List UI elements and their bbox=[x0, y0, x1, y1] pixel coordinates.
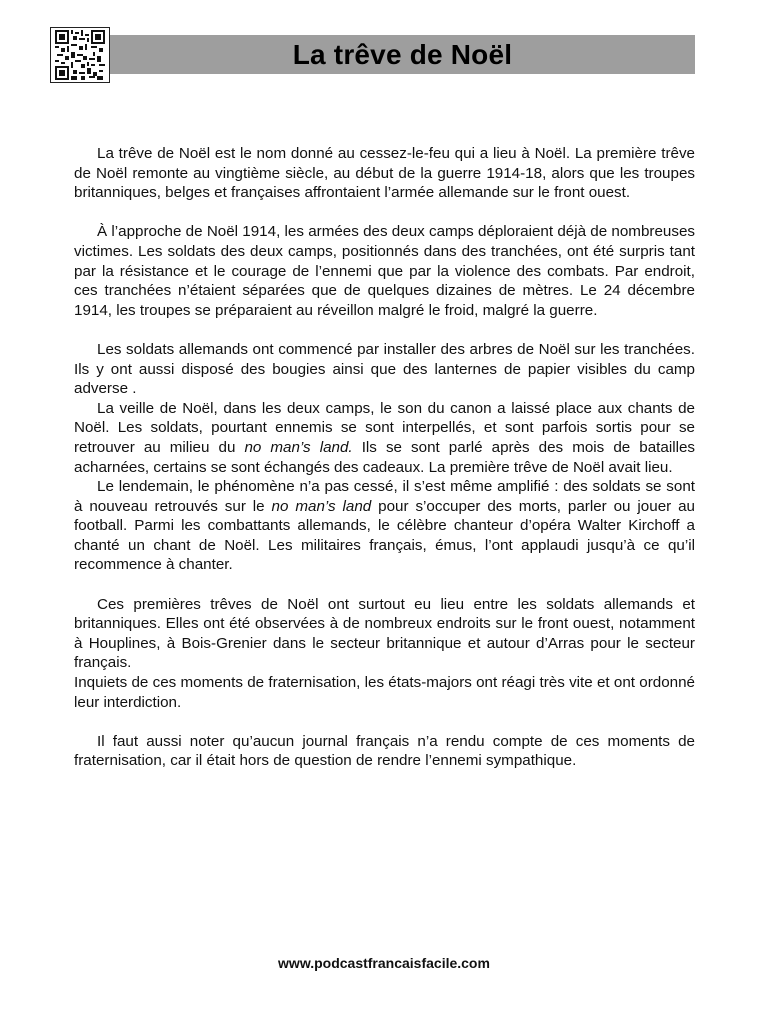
paragraph-6: Ces premières trêves de Noël ont surtout eu lieu entre les soldats allemands et britanniques. Elles ont été observées à de nombreux endroits sur le front ouest, notamment à Houplines, à Bois-Grenier dans le secteur britannique et autour d’Arras pour le secteur français. bbox=[74, 595, 695, 672]
paragraph-5-text-a: Le lendemain, le phénomène n’a pas cessé, il s’est même amplifié : des soldats se sont à nouveau retrouvés sur le bbox=[74, 478, 695, 515]
footer-url[interactable]: www.podcastfrancaisfacile.com bbox=[278, 955, 490, 971]
paragraph-4-emphasis: no man’s land. bbox=[244, 438, 353, 456]
paragraph-7: Inquiets de ces moments de fraternisation, les états-majors ont réagi très vite et ont ordonné leur interdiction. bbox=[74, 674, 695, 711]
paragraph-1: La trêve de Noël est le nom donné au cessez-le-feu qui a lieu à Noël. La première trêve de Noël remonte au vingtième siècle, au début de la guerre 1914-18, alors que les troupes britanniques, belges et françaises affrontaient l’armée allemande sur le front ouest. bbox=[74, 145, 695, 202]
paragraph-3: Les soldats allemands ont commencé par installer des arbres de Noël sur les tranchées. Ils y ont aussi disposé des bougies ainsi que des lanternes de papier visibles du camp adverse . bbox=[74, 340, 695, 398]
paragraph-4-text-a: La veille de Noël, dans les deux camps, le son du canon a laissé place aux chants de Noël. Les soldats, pourtant ennemis se sont interpellés, et sont parfois sortis pour se retrouver au milieu du bbox=[74, 399, 695, 456]
paragraph-5 bbox=[74, 477, 695, 575]
qr-code-icon bbox=[55, 30, 105, 80]
paragraph-8: Il faut aussi noter qu’aucun journal français n’a rendu compte de ces moments de fraternisation, car il était hors de question de rendre l’ennemi sympathique. bbox=[74, 732, 695, 770]
paragraph-4-text-b: Ils se sont parlé après des mois de batailles acharnées, certains se sont échangés des cadeaux. La première trêve de Noël avait lieu. bbox=[74, 438, 696, 476]
page-title: La trêve de Noël bbox=[292, 39, 513, 70]
paragraph-5-emphasis: no man’s land bbox=[271, 497, 372, 515]
paragraph-2: À l’approche de Noël 1914, les armées des deux camps déploraient déjà de nombreuses victimes. Les soldats des deux camps, positionnés dans des tranchées, ont été surpris tant par la résistance et le courage de l’ennemi que par la violence des combats. Par endroit, ces tranchées n’étaient séparées que de quelques dizaines de mètres. Le 24 décembre 1914, les troupes se préparaient au réveillon malgré le froid, malgré la guerre. bbox=[74, 223, 695, 319]
qr-code bbox=[50, 27, 110, 83]
paragraph-5-text-b: pour s’occuper des morts, parler ou jouer au football. Parmi les combattants allemands, le célèbre chanteur d’opéra Walter Kirchoff a chanté un chant de Noël. Les militaires français, émus, l’ont applaudi jusqu’à ce qu’il recommence à chanter. bbox=[74, 497, 696, 574]
article-body bbox=[74, 144, 695, 771]
paragraph-4 bbox=[74, 399, 695, 477]
